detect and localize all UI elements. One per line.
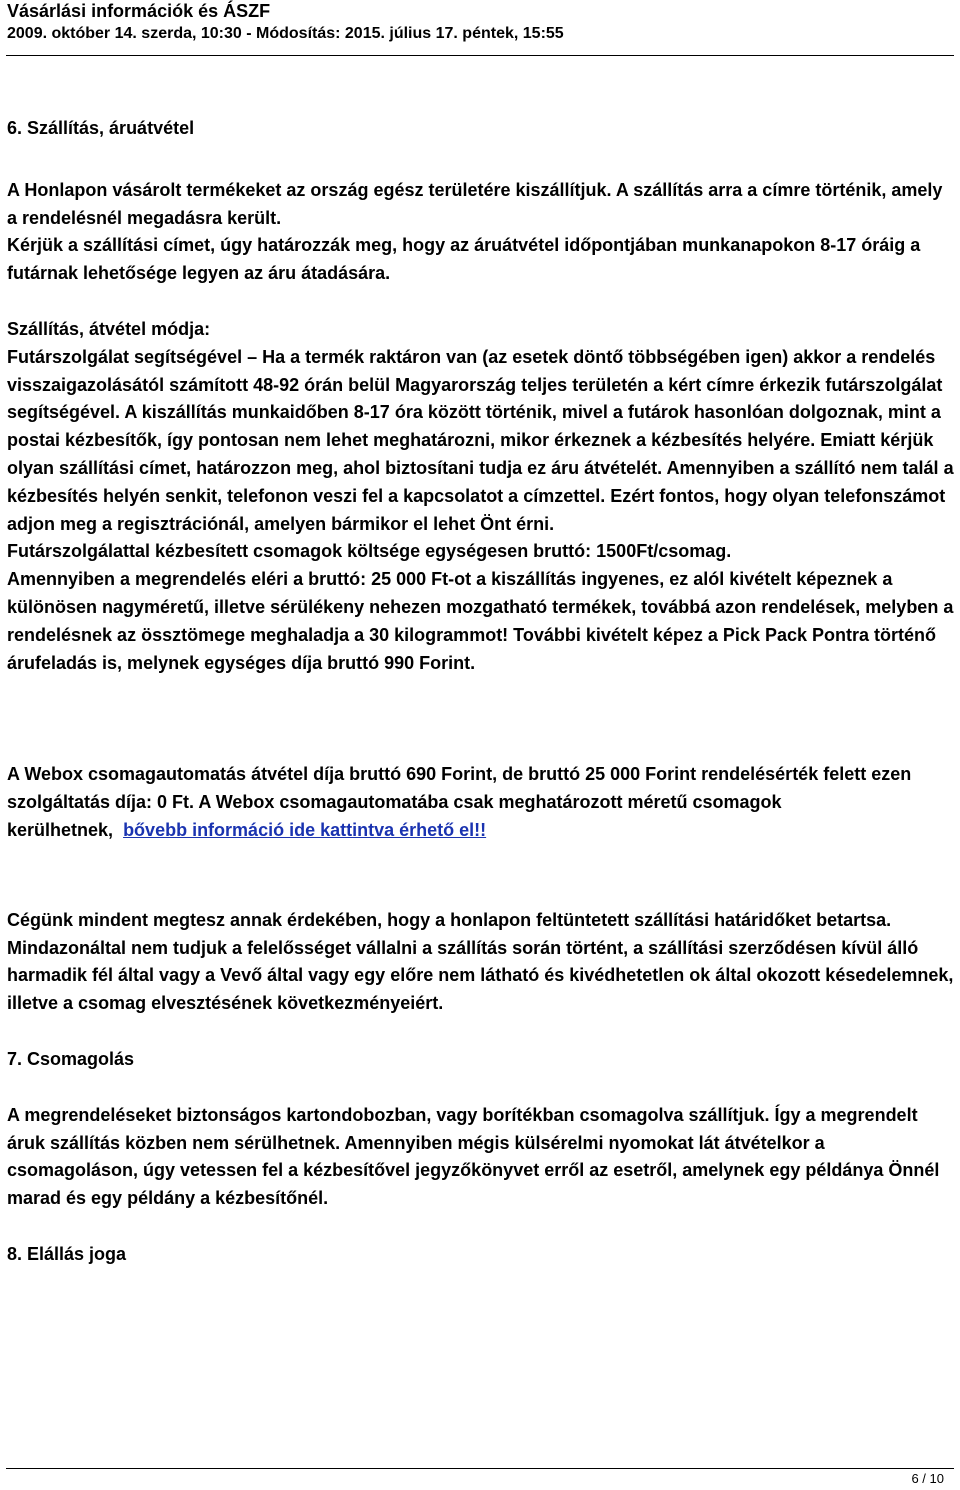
webox-info-link[interactable]: bővebb információ ide kattintva érhető el!! xyxy=(123,819,487,840)
webox-text: A Webox csomagautomatás átvétel díja bruttó 690 Forint, de bruttó 25 000 Forint rendelésérték felett ezen szolgáltatás díja: 0 Ft. A Webox csomagautomatába csak meghatározott méretű csomagok kerülhetnek, xyxy=(7,764,912,840)
footer-divider xyxy=(6,1468,954,1469)
delivery-mode-heading: Szállítás, átvétel módja: xyxy=(7,318,211,339)
free-delivery-paragraph: Amennyiben a megrendelés eléri a bruttó: 25 000 Ft-ot a kiszállítás ingyenes, ez alól kivételt képeznek a különösen nagyméretű, illetve sérülékeny nehezen mozgatható termékek, továbbá azon rendelések, melyben a rendelésnek az össztömege meghaladja a 30 kilogrammot! További kivételt képez a Pick Pack Pontra történő árufeladás is, melynek egységes díja bruttó 990 Forint. xyxy=(7,569,954,673)
delivery-address-paragraph: Kérjük a szállítási címet, úgy határozzák meg, hogy az áruátvétel időpontjában munkanapokon 8-17 óráig a futárnak lehetősége legyen az áru átadására. xyxy=(7,235,921,284)
document-title: Vásárlási információk és ÁSZF xyxy=(7,1,271,21)
webox-paragraph xyxy=(7,761,955,844)
section-6-heading: 6. Szállítás, áruátvétel xyxy=(7,118,195,138)
packaging-paragraph: A megrendeléseket biztonságos kartondobozban, vagy borítékban csomagolva szállítjuk. Így a megrendelt áruk szállítás közben nem sérülhetnek. Amennyiben mégis külsérelmi nyomokat lát átvételkor a csomagoláson, úgy vetessen fel a kézbesítővel jegyzőkönyvet erről az esetről, amelynek egy példánya Önnél marad és egy példány a kézbesítőnél. xyxy=(7,1104,940,1209)
page-number: 6 / 10 xyxy=(911,1471,944,1486)
courier-paragraph: Futárszolgálat segítségével – Ha a termék raktáron van (az esetek döntő többségében igen) akkor a rendelés visszaigazolásától számított 48-92 órán belül Magyarország teljes területén a kért címre érkezik futárszolgálat segítségével. A kiszállítás munkaidőben 8-17 óra között történik, mivel a futárok hasonlóan dolgoznak, mint a postai kézbesítők, így pontosan nem lehet meghatározni, mikor érkeznek a kézbesítés helyére. Emiatt kérjük olyan szállítási címet, határozzon meg, ahol biztosítani tudja ez áru átvételét. Amennyiben a szállító nem talál a kézbesítés helyén senkit, telefonon veszi fel a kapcsolatot a címzettel. Ezért fontos, hogy olyan telefonszámot adjon meg a regisztrációnál, amelyen bármikor el lehet Önt érni. xyxy=(7,346,954,534)
section-8-heading: 8. Elállás joga xyxy=(7,1243,127,1264)
delivery-area-paragraph: A Honlapon vásárolt termékeket az ország egész területére kiszállítjuk. A szállítás arra a címre történik, amely a rendelésnél megadásra került. xyxy=(7,179,943,228)
courier-cost-paragraph: Futárszolgálattal kézbesített csomagok költsége egységesen bruttó: 1500Ft/csomag. xyxy=(7,541,732,562)
delivery-deadline-paragraph: Cégünk mindent megtesz annak érdekében, hogy a honlapon feltüntetett szállítási határidőket betartsa. Mindazonáltal nem tudjuk a felelősséget vállalni a szállítás során történt, a szállítási szerződésen kívül álló harmadik fél által vagy a Vevő által vagy egy előre nem látható és kivédhetetlen ok által okozott késedelemnek, illetve a csomag elvesztésének következményeiért. xyxy=(7,909,954,1014)
document-date-meta: 2009. október 14. szerda, 10:30 - Módosítás: 2015. július 17. péntek, 15:55 xyxy=(7,25,564,42)
page-header xyxy=(7,0,953,46)
section-7-heading: 7. Csomagolás xyxy=(7,1048,135,1069)
document-body xyxy=(7,115,955,1269)
header-divider xyxy=(6,55,954,56)
